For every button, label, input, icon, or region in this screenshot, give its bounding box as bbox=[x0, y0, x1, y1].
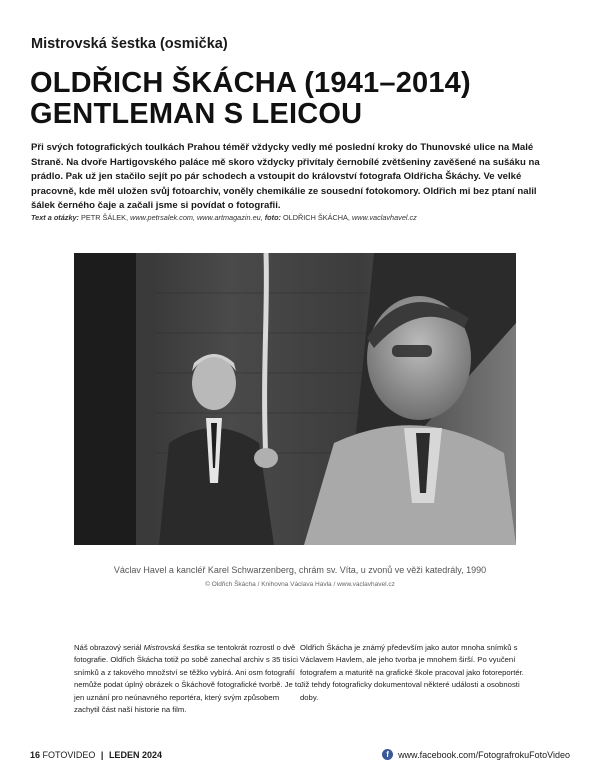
magazine-name: FOTOVIDEO bbox=[42, 750, 96, 760]
photo-copyright: © Oldřich Škácha / Knihovna Václava Havla / www.vaclavhavel.cz bbox=[205, 581, 395, 588]
body-left-text: se tentokrát rozrostl o dvě fotografie. Oldřich Škácha totiž po sobě zanechal archiv s 35 tisíci snímků a z takového množství se těžko vybírá. Ani osm fotografií nemůže podat úplný obrázek o Škáchově fotografické tvorbě. Je to jen uznání pro neúnavného reportéra, který svým způsobem zachytil část naší historie na film. bbox=[74, 643, 302, 715]
body-column-right bbox=[300, 642, 532, 704]
page-footer-right[interactable] bbox=[382, 749, 570, 760]
section-label: Mistrovská šestka (osmička) bbox=[31, 36, 228, 52]
credits-author: PETR ŠÁLEK, bbox=[81, 213, 129, 222]
footer-separator: | bbox=[100, 750, 104, 760]
series-title: Mistrovská šestka bbox=[143, 643, 205, 652]
credits-author-links[interactable]: www.petrsalek.com, www.artmagazin.eu, bbox=[130, 213, 263, 222]
body-left-paragraph bbox=[74, 642, 306, 716]
credits-photo-label: foto: bbox=[264, 213, 281, 222]
headline-line-2: GENTLEMAN S LEICOU bbox=[30, 98, 363, 130]
page-footer-left bbox=[30, 750, 162, 760]
credits-photo-link[interactable]: www.vaclavhavel.cz bbox=[351, 213, 417, 222]
headline-line-1: OLDŘICH ŠKÁCHA (1941–2014) bbox=[30, 67, 471, 99]
article-headline bbox=[30, 68, 471, 130]
body-column-left bbox=[74, 642, 306, 716]
issue-date: LEDEN 2024 bbox=[108, 750, 162, 760]
credits-text-label: Text a otázky: bbox=[31, 213, 79, 222]
body-right-paragraph: Oldřich Škácha je známý především jako autor mnoha snímků s Václavem Havlem, ale jeho tvorba je mnohem širší. Po vyučení fotografem a maturitě na grafické škole pracoval jako fotoreportér. Již tehdy fotograficky dokumentoval některé události a osobnosti doby. bbox=[300, 643, 524, 702]
lead-paragraph: Při svých fotografických toulkách Prahou téměř vždycky vedly mé poslední kroky do Thunovské ulice na Malé Straně. Na dvoře Hartigovského paláce mě skoro vždycky přivítaly černobílé zvětšeniny zavěšené na sušáku na prádlo. Pak už jen stačilo sejít po pár schodech a vstoupit do království fotografa Oldřicha Škáchy. Ve velké pracovně, kde měl uložen svůj fotoarchiv, voněly chemikálie ze sousední fotokomory. Oldřich mi bez ptaní nalil šálek černého čaje a začali jsme si povídat o fotografii. bbox=[31, 142, 540, 212]
photo-caption: Václav Havel a kancléř Karel Schwarzenberg, chrám sv. Víta, u zvonů ve věži katedrály, 1990 bbox=[113, 565, 487, 575]
article-credits bbox=[31, 213, 571, 222]
facebook-link[interactable]: www.facebook.com/FotografrokuFotoVideo bbox=[398, 749, 570, 760]
body-left-intro: Náš obrazový seriál bbox=[74, 643, 144, 652]
article-photo bbox=[74, 253, 516, 545]
page-number: 16 bbox=[30, 750, 41, 760]
credits-photographer: OLDŘICH ŠKÁCHA, bbox=[283, 213, 350, 222]
facebook-icon: f bbox=[382, 749, 393, 760]
